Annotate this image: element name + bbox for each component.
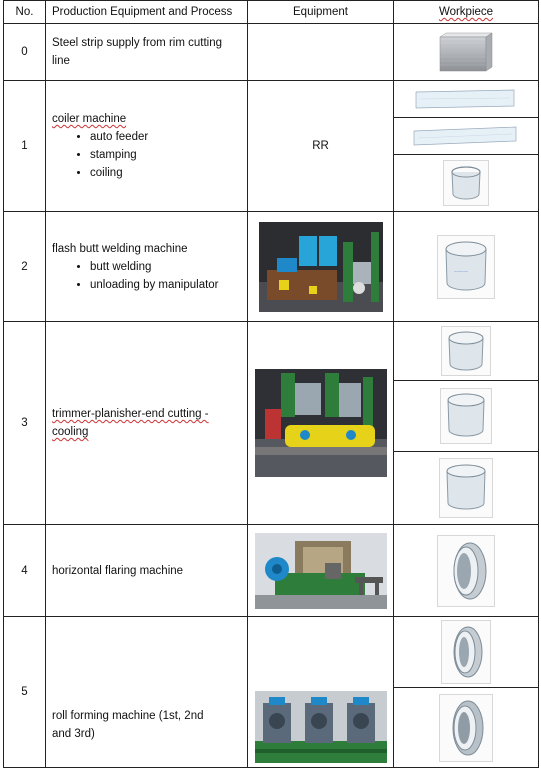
header-no: No. [4,1,46,24]
end-cut-ring-image [439,458,493,518]
row-number: 5 [4,617,46,768]
roll-formed-rim-image-2 [439,694,493,762]
workpiece-cell [394,212,539,322]
header-workpiece: Workpiece [394,1,539,24]
process-title: coiler machine [52,113,127,125]
trimmer-planisher-machine-image [248,369,393,477]
roll-formed-rim-image-1 [441,620,491,684]
roll-forming-machines-image [248,691,393,763]
process-description [46,212,248,322]
equipment-cell [248,24,394,81]
row-number: 4 [4,525,46,617]
workpiece-image-cell [394,525,538,616]
workpiece-cell [394,322,539,525]
equipment-cell [248,525,394,617]
process-description: horizontal flaring machine [46,525,248,617]
flared-rim-image [437,535,495,607]
equipment-cell [248,212,394,322]
process-steps [52,128,241,182]
workpiece-cell [394,81,539,212]
process-step: • auto feeder [90,128,241,146]
workpiece-image-cell [394,617,538,688]
workpiece-image-cell [394,212,538,321]
row-number: 0 [4,24,46,81]
process-step: • unloading by manipulator [90,276,241,294]
process-description [46,81,248,212]
trimmed-ring-image [441,326,491,376]
process-title: flash butt welding machine [52,242,188,255]
equipment-cell [248,617,394,768]
header-process: Production Equipment and Process [46,1,248,24]
table-row [4,212,539,322]
workpiece-image-cell [394,452,538,524]
row-number: 3 [4,322,46,525]
header-row [4,1,539,24]
process-step: • butt welding [90,258,241,276]
steel-strip-stack-image [438,31,494,73]
table-row [4,617,539,768]
workpiece-image-cell [394,155,538,211]
row-number: 2 [4,212,46,322]
workpiece-image-cell [394,688,538,767]
process-title: roll forming machine (1st, 2nd and 3rd) [52,710,204,740]
workpiece-cell [394,617,539,768]
header-equipment: Equipment [248,1,394,24]
equipment-label: RR [248,81,394,212]
row-number: 1 [4,81,46,212]
workpiece-image-cell [394,24,538,80]
workpiece-cell [394,525,539,617]
workpiece-cell [394,24,539,81]
process-steps [52,258,241,294]
process-table [3,0,539,768]
equipment-cell [248,322,394,525]
horizontal-flaring-machine-image [248,533,393,609]
table-row [4,322,539,525]
welded-ring-image [437,235,495,299]
process-step: • coiling [90,164,241,182]
flat-strip-image [414,88,518,110]
stamped-strip-image [412,125,520,147]
workpiece-image-cell [394,118,538,155]
process-step: • stamping [90,146,241,164]
process-description: trimmer-planisher-end cutting -cooling [46,322,248,525]
coiled-ring-image [443,160,489,206]
flash-butt-welding-machine-image [248,222,393,312]
workpiece-image-cell [394,381,538,452]
workpiece-image-cell [394,81,538,118]
table-row [4,24,539,81]
workpiece-image-cell [394,322,538,381]
svg-text:~~~~~~: ~~~~~~ [454,268,469,274]
process-description: Steel strip supply from rim cutting line [46,24,248,81]
process-description [46,617,248,768]
planished-ring-image [440,388,492,444]
table-row [4,525,539,617]
table-row [4,81,539,212]
